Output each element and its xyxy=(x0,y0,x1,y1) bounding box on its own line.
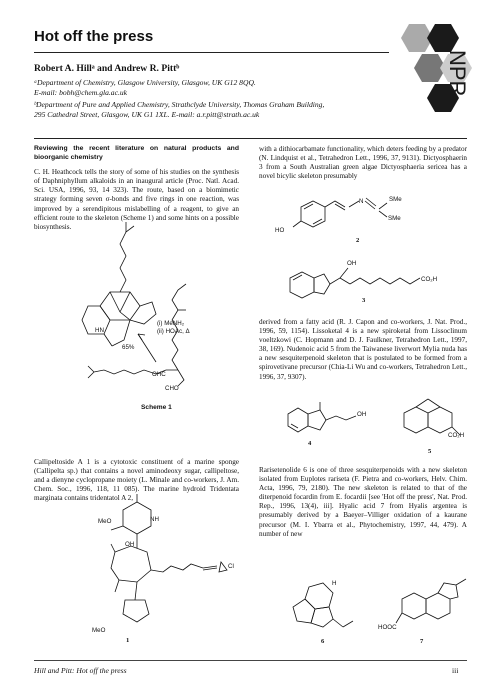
scheme-cho-2: CHO xyxy=(165,385,179,392)
struct7-hooc: HOOC xyxy=(378,624,397,631)
paragraph-heathcock: C. H. Heathcock tells the story of some of his studies on the synthesis of Daphniphyllum alkaloids in an inaugural article (Proc. Natl. Acad. Sci. USA, 1996, 93, 14 323). The route, based on a biomimetic strategy forming seven σ-bonds and five rings in one reaction, was improved by a serendipitous mislabelling of a reagent, to give an efficient route to the skeleton (Scheme 1) and some hints on a possible biosynthesis. xyxy=(34,168,239,231)
section-heading: Reviewing the recent literature on natural products and bioorganic chemistry xyxy=(34,145,239,161)
authors: Robert A. Hillᵃ and Andrew R. Pittᵇ xyxy=(34,63,180,74)
structure-1 xyxy=(75,490,245,640)
scheme-hn-label: HN xyxy=(95,327,104,334)
struct2-sme-bottom: SMe xyxy=(388,215,401,222)
title-rule xyxy=(34,52,389,53)
struct3-co2h: CO₂H xyxy=(421,276,438,283)
scheme-yield: 65% xyxy=(122,344,135,351)
struct4-oh: OH xyxy=(357,411,367,418)
struct3-number: 3 xyxy=(362,297,366,304)
struct5-number: 5 xyxy=(428,448,432,455)
struct1-cl: Cl xyxy=(228,563,234,570)
struct2-n: N xyxy=(359,198,364,205)
struct2-ho: HO xyxy=(275,227,285,234)
struct1-number: 1 xyxy=(126,637,130,644)
header-rule xyxy=(34,138,467,139)
affiliation-b-line1: ᵇDepartment of Pure and Applied Chemistry, Strathclyde University, Thomas Graham Building, xyxy=(34,100,325,109)
paragraph-lissoketal: derived from a fatty acid (R. J. Capon and co-workers, J. Nat. Prod., 1996, 59, 1154). Lissoketal 4 is a new spiroketal from Lissoclinum voeltzkowi (C. Hopmann and D. J. Faulkner, Tetrahedron Lett., 1997, 38, 169). Nudenoic acid 5 from the Taiwanese liverwort Mylia nuda has a new sesquiterpenoid skeleton that is postulated to be formed from a spirovetivane precursor (Chia-Li Wu and co-workers, Tetrahedron Lett., 1996, 37, 9307). xyxy=(259,318,467,381)
struct1-meo-bottom: MeO xyxy=(92,627,106,634)
struct6-h: H xyxy=(332,580,337,587)
struct4-number: 4 xyxy=(308,440,312,447)
page-title: Hot off the press xyxy=(34,28,154,45)
affiliation-a-line1: ᵃDepartment of Chemistry, Glasgow University, Glasgow, UK G12 8QQ. xyxy=(34,78,256,87)
struct1-oh: OH xyxy=(125,541,135,548)
running-footer: Hill and Pitt: Hot off the press xyxy=(34,666,127,675)
struct1-meo-top: MeO xyxy=(98,518,112,525)
scheme-reagent-2: (ii) HOAc, Δ xyxy=(157,328,190,335)
structure-4 xyxy=(280,398,390,443)
right-column-middle xyxy=(259,318,467,388)
scheme-1-drawing xyxy=(60,222,240,387)
scheme-reagent-1: (i) MeNH₂ xyxy=(157,320,185,327)
logo-hex-2 xyxy=(427,24,459,52)
struct6-number: 6 xyxy=(321,638,325,645)
struct7-number: 7 xyxy=(420,638,424,645)
struct3-oh: OH xyxy=(347,260,357,267)
scheme-cho-1: OHC xyxy=(152,371,166,378)
structure-6 xyxy=(283,577,363,637)
paragraph-rarisetenolide: Rarisetenolide 6 is one of three sesquiterpenoids with a new skeleton isolated from Euplotes rariseta (F. Pietra and co-workers, Helv. Chim. Acta, 1996, 79, 2180). The new skeleton is related to that of the diterpenoid focardin from E. focardii [see 'Hot off the press', Nat. Prod. Rep., 1996, 13(4), iii]. Hyalic acid 7 from Hyalis argentea is presumably derived by a Baeyer–Villiger oxidation of a kaurane precursor (M. I. Ybarra et al., Phytochemistry, 1997, 44, 479). A number of new xyxy=(259,466,467,538)
paragraph-tridentatol: with a dithiocarbamate functionality, which deters feeding by a predator (N. Lindquist et al., Tetrahedron Lett., 1996, 37, 9131). Dictyosphaerin 3 from a South Australian green algae Dictyosphaeria sericea has a novel bicylic skeleton presumably xyxy=(259,145,467,181)
structure-3 xyxy=(282,258,462,308)
struct2-number: 2 xyxy=(356,237,360,244)
affiliation-a-line2: E-mail: bobh@chem.gla.ac.uk xyxy=(34,88,128,97)
paragraph-callipeltoside: Callipeltoside A 1 is a cytotoxic constituent of a marine sponge (Callipelta sp.) that contains a novel aminodeoxy sugar, callipeltose, and a dienyne cyclopropane moiety (L. Minale and co-workers, J. Am. Chem. Soc., 1996, 118, 11 085). The marine hydroid Tridentata marginata contains tridentatol A 2, xyxy=(34,458,239,503)
struct1-nh: NH xyxy=(150,516,159,523)
struct2-sme-top: SMe xyxy=(389,196,402,203)
right-column-top xyxy=(259,145,467,187)
footer-rule xyxy=(34,660,467,661)
affiliation-b-line2: 295 Cathedral Street, Glasgow, UK G1 1XL. E-mail: a.r.pitt@strath.ac.uk xyxy=(34,110,260,119)
page-number: iii xyxy=(452,666,459,675)
scheme-caption: Scheme 1 xyxy=(141,404,172,411)
right-column-bottom xyxy=(259,466,467,545)
struct5-co2h: CO₂H xyxy=(448,432,465,439)
logo-text: NPR xyxy=(445,50,470,97)
